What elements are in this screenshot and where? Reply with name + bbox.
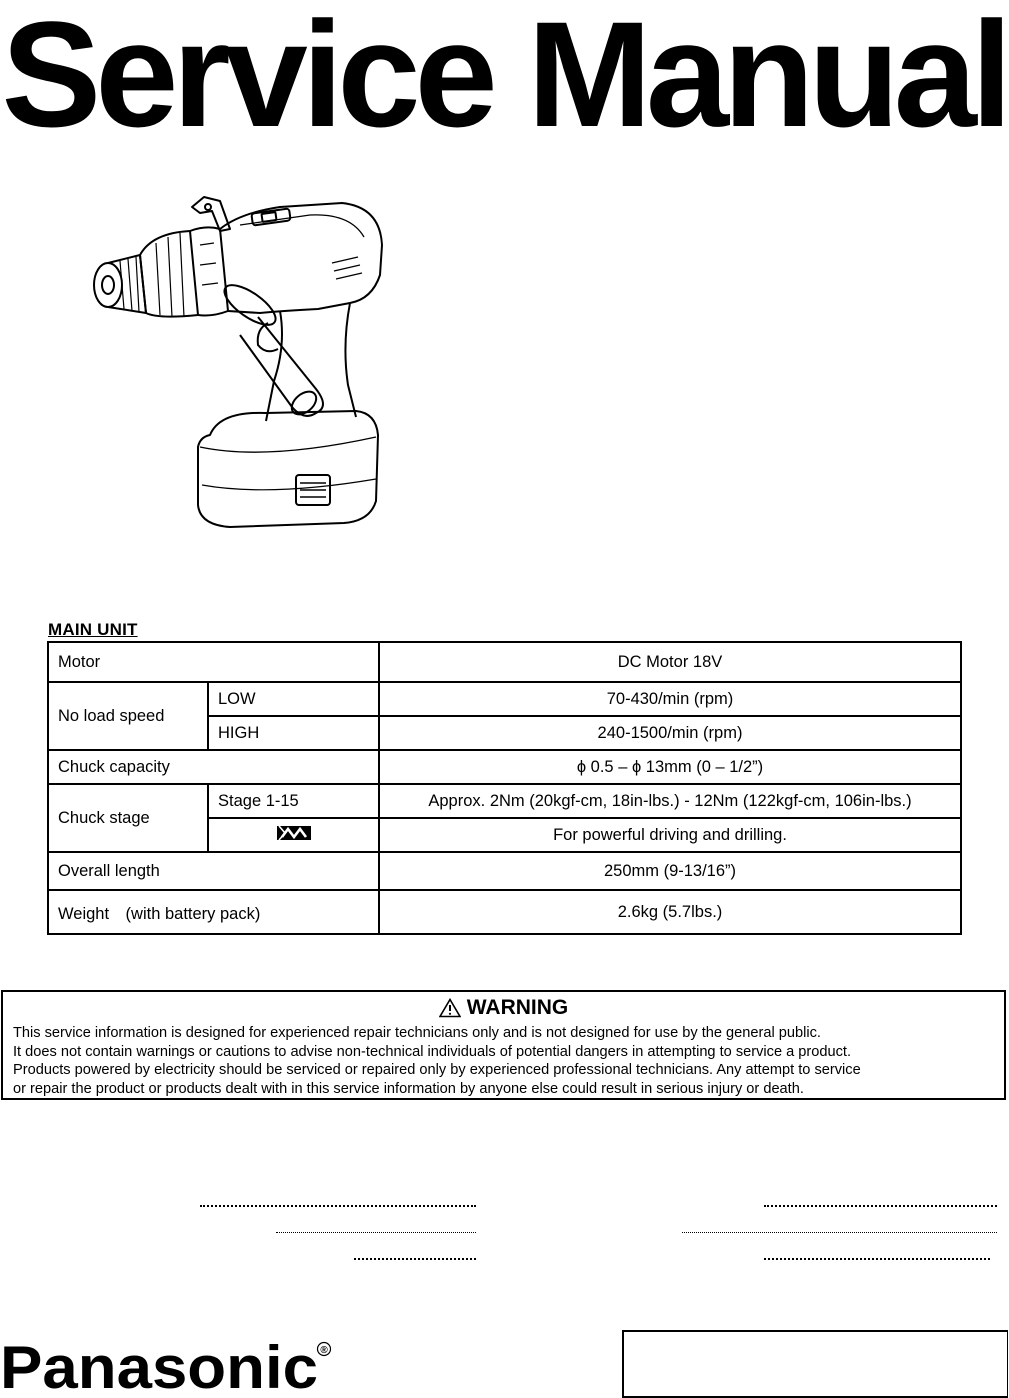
- drill-illustration: [80, 185, 400, 535]
- drill-mode-icon: [276, 825, 312, 841]
- chuck-stage-label: Chuck stage: [48, 784, 208, 852]
- chuck-capacity-value: ϕ 0.5 – ϕ 13mm (0 – 1/2”): [379, 750, 961, 784]
- warning-heading: [3, 995, 1004, 1021]
- table-row: [48, 890, 961, 934]
- manual-title-text: Service Manual: [1, 0, 1007, 135]
- warning-triangle-icon: [439, 998, 461, 1018]
- no-load-speed-label: No load speed: [48, 682, 208, 750]
- table-row: [48, 852, 961, 890]
- motor-value: DC Motor 18V: [379, 642, 961, 682]
- weight-label: Weight (with battery pack): [48, 890, 379, 934]
- registered-symbol: ®: [320, 1345, 328, 1356]
- overall-length-label: Overall length: [48, 852, 379, 890]
- stage-value: Approx. 2Nm (20kgf-cm, 18in-lbs.) - 12Nm (122kgf-cm, 106in-lbs.): [379, 784, 961, 818]
- main-unit-heading: MAIN UNIT: [48, 620, 138, 639]
- warning-line: Products powered by electricity should be serviced or repaired only by experienced professional technicians. Any attempt to service: [13, 1062, 861, 1078]
- leader-line: [764, 1258, 990, 1260]
- leader-line: [354, 1258, 476, 1260]
- low-value: 70-430/min (rpm): [379, 682, 961, 716]
- leader-line: [200, 1205, 476, 1207]
- warning-line: It does not contain warnings or cautions to advise non-technical individuals of potential dangers in attempting to service a product.: [13, 1043, 852, 1060]
- table-row: [48, 642, 961, 682]
- low-label: LOW: [208, 682, 379, 716]
- leader-line: [276, 1232, 476, 1233]
- spec-table: [47, 641, 962, 935]
- drill-mode-cell: [208, 818, 379, 852]
- warning-box: [1, 990, 1006, 1100]
- panasonic-logo: [0, 1332, 340, 1398]
- high-value: 240-1500/min (rpm): [379, 716, 961, 750]
- weight-value: 2.6kg (5.7lbs.): [379, 890, 961, 934]
- table-row: [48, 682, 961, 716]
- leader-line: [682, 1232, 997, 1233]
- drill-mode-value: For powerful driving and drilling.: [379, 818, 961, 852]
- warning-line: or repair the product or products dealt with in this service information by anyone else could result in serious injury or death.: [13, 1080, 804, 1097]
- model-number-box: [622, 1330, 1008, 1398]
- table-row: [48, 784, 961, 818]
- stage-label: Stage 1-15: [208, 784, 379, 818]
- warning-text: [3, 1021, 1004, 1098]
- high-label: HIGH: [208, 716, 379, 750]
- brand-name: Panasonic: [0, 1334, 318, 1398]
- table-row: [48, 750, 961, 784]
- overall-length-value: 250mm (9-13/16”): [379, 852, 961, 890]
- warning-line: This service information is designed for experienced repair technicians only and is not designed for use by the general public.: [13, 1025, 821, 1041]
- motor-label: Motor: [48, 642, 379, 682]
- warning-title: WARNING: [466, 996, 569, 1019]
- leader-line: [764, 1205, 997, 1207]
- manual-title: [0, 0, 1009, 135]
- chuck-capacity-label: Chuck capacity: [48, 750, 379, 784]
